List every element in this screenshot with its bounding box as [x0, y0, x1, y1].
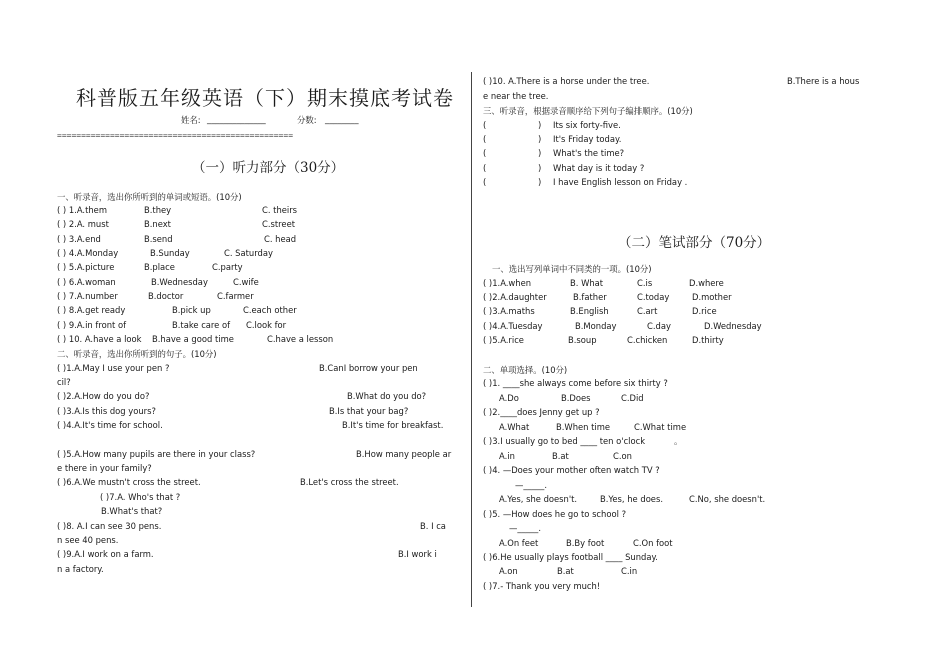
list-item: C.look for — [246, 320, 287, 330]
list-item: B.I work i — [398, 549, 437, 559]
list-item-paren: ( — [483, 163, 487, 173]
name-label: 姓名: — [181, 115, 201, 125]
list-item: ( )3.A.Is this dog yours? — [57, 406, 156, 416]
list-item: ( )3.A.maths — [483, 306, 535, 316]
list-item: ( ) 2.A. must — [57, 219, 109, 229]
option-c: C.What time — [634, 422, 687, 432]
list-item-paren: ) — [538, 134, 542, 144]
list-item: B.soup — [568, 335, 597, 345]
list-item: B.father — [573, 292, 607, 302]
list-item: B.What do you do? — [347, 391, 427, 401]
list-item: B.send — [144, 234, 173, 244]
list-item: C. Saturday — [224, 248, 273, 258]
list-item-paren: ) — [538, 148, 542, 158]
list-item: B.Let's cross the street. — [300, 477, 399, 487]
list-item: I have English lesson on Friday . — [553, 177, 688, 187]
list-item: B.What's that? — [101, 506, 163, 516]
question-4-reply: —_____. — [515, 480, 547, 490]
list-item: B.take care of — [172, 320, 231, 330]
listening-sec1-heading: 一、听录音，选出你所听到的单词或短语。(10分) — [57, 192, 242, 202]
list-item: B.Is that your bag? — [329, 406, 409, 416]
list-item: B.English — [570, 306, 609, 316]
option-c: C.in — [621, 566, 638, 576]
written-sec2-heading: 二、单项选择。(10分) — [483, 365, 568, 375]
question-4: ( )4. —Does your mother often watch TV ? — [483, 465, 660, 475]
list-item: C.art — [637, 306, 658, 316]
listening-q10-option-b: B.There is a hous — [787, 76, 860, 86]
list-item: B.pick up — [172, 305, 211, 315]
list-item: B.have a good time — [152, 334, 234, 344]
list-item: ( ) 6.A.woman — [57, 277, 116, 287]
list-item: It's Friday today. — [553, 134, 622, 144]
list-item: ( )8. A.I can see 30 pens. — [57, 521, 162, 531]
list-item: D.Wednesday — [704, 321, 762, 331]
question-6: ( )6.He usually plays football ____ Sunday. — [483, 552, 658, 562]
list-item: C.farmer — [217, 291, 254, 301]
option-b: B.Yes, he does. — [600, 494, 663, 504]
list-item: C.chicken — [627, 335, 668, 345]
question-3: ( )3.I usually go to bed ____ ten o'clock — [483, 436, 646, 446]
list-item: C.each other — [243, 305, 297, 315]
option-c: C.No, she doesn't. — [689, 494, 766, 504]
option-c: C.Did — [621, 393, 644, 403]
list-item: C.wife — [233, 277, 259, 287]
list-item: B.they — [144, 205, 172, 215]
list-item: B.next — [144, 219, 171, 229]
list-item: Its six forty-five. — [553, 120, 621, 130]
list-item: C.have a lesson — [267, 334, 334, 344]
list-item: ( )2.A.daughter — [483, 292, 547, 302]
list-item-paren: ( — [483, 177, 487, 187]
option-a: A.on — [499, 566, 518, 576]
option-a: A.On feet — [499, 538, 539, 548]
listening-sec3-heading: 三、听录音，根据录音顺序给下列句子编排顺序。(10分) — [483, 106, 693, 116]
option-a: A.in — [499, 451, 515, 461]
listening-sec2-heading: 二、听录音，选出你所听到的句子。(10分) — [57, 349, 217, 359]
list-item: ( ) 7.A.number — [57, 291, 118, 301]
list-item: What's the time? — [553, 148, 625, 158]
question-5-reply: —_____. — [509, 523, 541, 533]
list-item: ( ) 5.A.picture — [57, 262, 115, 272]
list-item: cil? — [57, 377, 71, 387]
list-item: ( )6.A.We mustn't cross the street. — [57, 477, 201, 487]
list-item: C. theirs — [262, 205, 298, 215]
option-b: B.Does — [561, 393, 591, 403]
list-item: ( ) 8.A.get ready — [57, 305, 126, 315]
list-item: ( ) 1.A.them — [57, 205, 107, 215]
list-item: n see 40 pens. — [57, 535, 119, 545]
option-c: C.on — [613, 451, 632, 461]
list-item: n a factory. — [57, 564, 104, 574]
question-2: ( )2.____does Jenny get up ? — [483, 407, 600, 417]
list-item: B. I ca — [420, 521, 446, 531]
list-item: ( ) 9.A.in front of — [57, 320, 127, 330]
list-item: ( )9.A.I work on a farm. — [57, 549, 154, 559]
list-item: ( )5.A.How many pupils are there in your class? — [57, 449, 256, 459]
list-item: D.thirty — [692, 335, 724, 345]
list-item: D.rice — [692, 306, 717, 316]
list-item: C.street — [262, 219, 296, 229]
list-item: ( )5.A.rice — [483, 335, 524, 345]
list-item: B.Monday — [575, 321, 617, 331]
list-item: ( )4.A.It's time for school. — [57, 420, 163, 430]
list-item: B.Sunday — [150, 248, 190, 258]
list-item: C.day — [647, 321, 671, 331]
list-item-paren: ) — [538, 120, 542, 130]
question-1: ( )1. ____she always come before six thirty ? — [483, 378, 668, 388]
part2-heading: （二）笔试部分（70分） — [618, 235, 771, 251]
exam-title: 科普版五年级英语（下）期末摸底考试卷 — [76, 86, 454, 110]
list-item-paren: ( — [483, 134, 487, 144]
question-5: ( )5. —How does he go to school ? — [483, 509, 627, 519]
list-item: B. What — [570, 278, 604, 288]
list-item: ( ) 10. A.have a look — [57, 334, 142, 344]
column-divider — [471, 72, 472, 607]
list-item: C. head — [264, 234, 297, 244]
question-3-end: 。 — [674, 436, 683, 446]
list-item: B.It's time for breakfast. — [342, 420, 444, 430]
list-item: B.CanI borrow your pen — [319, 363, 418, 373]
option-b: B.at — [552, 451, 569, 461]
list-item-paren: ( — [483, 120, 487, 130]
list-item: D.mother — [692, 292, 732, 302]
option-b: B.By foot — [566, 538, 605, 548]
list-item: B.Wednesday — [151, 277, 208, 287]
list-item: B.doctor — [148, 291, 184, 301]
list-item: ( )2.A.How do you do? — [57, 391, 150, 401]
list-item-paren: ) — [538, 177, 542, 187]
list-item: ( ) 3.A.end — [57, 234, 101, 244]
option-c: C.On foot — [633, 538, 673, 548]
list-item: B.How many people ar — [356, 449, 452, 459]
list-item: What day is it today ? — [553, 163, 645, 173]
list-item: ( )1.A.when — [483, 278, 532, 288]
option-b: B.at — [557, 566, 574, 576]
option-a: A.What — [499, 422, 530, 432]
list-item: C.is — [637, 278, 653, 288]
list-item-paren: ( — [483, 148, 487, 158]
list-item: C.today — [637, 292, 670, 302]
listening-q10-line1: ( )10. A.There is a horse under the tree. — [483, 76, 650, 86]
list-item: C.party — [212, 262, 243, 272]
header-divider: ================================================= — [57, 131, 294, 140]
listening-q10-line2: e near the tree. — [483, 91, 549, 101]
name-blank[interactable]: ______________ — [207, 114, 266, 124]
score-label: 分数: — [297, 115, 317, 125]
score-blank[interactable]: ________ — [325, 114, 359, 124]
option-b: B.When time — [556, 422, 611, 432]
option-a: A.Do — [499, 393, 519, 403]
option-a: A.Yes, she doesn't. — [499, 494, 578, 504]
written-sec1-heading: 一、选出写列单词中不同类的一项。(10分) — [492, 264, 652, 274]
question-7: ( )7.- Thank you very much! — [483, 581, 601, 591]
list-item: e there in your family? — [57, 463, 152, 473]
list-item: D.where — [689, 278, 724, 288]
list-item: ( )7.A. Who's that ? — [100, 492, 181, 502]
list-item-paren: ) — [538, 163, 542, 173]
list-item: ( )4.A.Tuesday — [483, 321, 543, 331]
list-item: ( )1.A.May I use your pen ? — [57, 363, 170, 373]
part1-heading: （一）听力部分（30分） — [192, 160, 345, 176]
list-item: B.place — [144, 262, 175, 272]
list-item: ( ) 4.A.Monday — [57, 248, 119, 258]
